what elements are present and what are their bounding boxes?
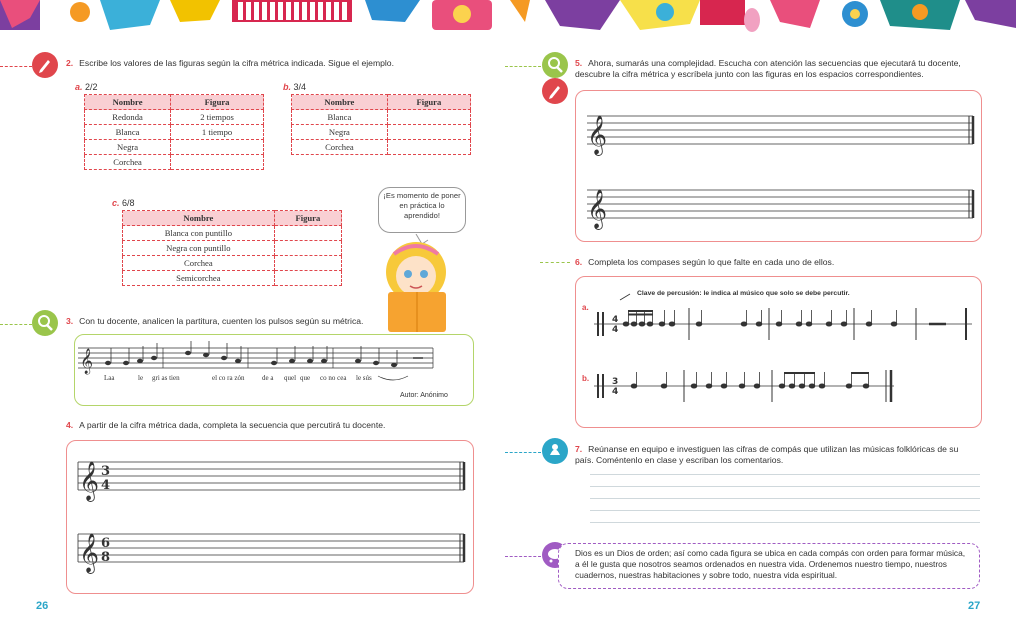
answer-line[interactable] bbox=[590, 510, 980, 511]
lyrics: Laa le gri as tien el co ra zón de a quel que co no cea le sús bbox=[104, 374, 372, 382]
table-row: Blanca 1 tiempo bbox=[85, 125, 264, 140]
table-row: Semicorchea bbox=[123, 271, 342, 286]
svg-text:𝄞: 𝄞 bbox=[587, 189, 608, 229]
table-row: Blanca bbox=[292, 110, 471, 125]
page-number-left: 26 bbox=[36, 600, 49, 612]
svg-text:𝄞: 𝄞 bbox=[79, 461, 100, 501]
percussion-clef-note: Clave de percusión: le indica al músico que solo se debe percutir. bbox=[637, 290, 850, 297]
table-row: Corchea bbox=[292, 140, 471, 155]
label-b: b. 3/4 bbox=[283, 82, 307, 92]
meter-bottom: 4 bbox=[101, 478, 111, 493]
table-row: Corchea bbox=[85, 155, 264, 170]
question-2 bbox=[66, 58, 446, 69]
team-icon bbox=[542, 438, 568, 464]
label-a: a. 2/2 bbox=[75, 82, 98, 92]
table-row: Negra con puntillo bbox=[123, 241, 342, 256]
question-3: 3. Con tu docente, analicen la partitura, cuenten los pulsos según su métrica. bbox=[66, 316, 364, 326]
row-b-label: b. bbox=[582, 374, 590, 383]
svg-text:𝄞: 𝄞 bbox=[587, 115, 608, 155]
meter-bottom: 8 bbox=[101, 550, 111, 565]
svg-text:𝄞: 𝄞 bbox=[79, 533, 100, 573]
label-c: c. 6/8 bbox=[112, 198, 135, 208]
meter-top: 3 bbox=[101, 464, 111, 479]
answer-line[interactable] bbox=[590, 474, 980, 475]
svg-text:𝄞: 𝄞 bbox=[80, 349, 94, 374]
svg-text:4: 4 bbox=[612, 315, 619, 325]
table-a: Nombre Figura Redonda 2 tiempos Blanca 1 tiempo Negra Corchea bbox=[84, 94, 264, 170]
blank-staves-q5 bbox=[585, 98, 975, 233]
answer-line[interactable] bbox=[590, 498, 980, 499]
table-row: Blanca con puntillo bbox=[123, 226, 342, 241]
speech-bubble: ¡Es momento de poner en práctica lo aprendido! bbox=[378, 187, 466, 233]
magnifier-icon bbox=[542, 52, 568, 78]
question-number: 2. bbox=[66, 58, 74, 68]
question-7: 7. Reúnanse en equipo e investiguen las cifras de compás que utilizan las músicas folklóricas de su país. Coméntenlo en clase y escriban los comentarios. bbox=[575, 444, 959, 465]
percussion-rhythms bbox=[594, 286, 974, 416]
page-number-right: 27 bbox=[968, 600, 981, 612]
pencil-icon bbox=[542, 78, 568, 104]
table-row: Corchea bbox=[123, 256, 342, 271]
row-a-label: a. bbox=[582, 303, 589, 312]
reflection-text: Dios es un Dios de orden; así como cada figura se ubica en cada compás con orden para formar música, a él le gusta que nosotros seamos ordenados en nuestra vida. Ordenemos nuestro tiempo, nuestros cuadernos, nuestras habitaciones y sobre todo, nuestra vida espiritual. bbox=[575, 548, 966, 580]
question-5: 5. Ahora, sumarás una complejidad. Escucha con atención las secuencias que ejecutará tu docente, descubre la cifra métrica y escríbela junto con las figuras en los espacios correspondientes. bbox=[575, 58, 961, 79]
score-author: Autor: Anónimo bbox=[400, 392, 448, 399]
meter-top: 6 bbox=[101, 536, 111, 551]
answer-line[interactable] bbox=[590, 522, 980, 523]
table-row: Negra bbox=[292, 125, 471, 140]
magnifier-icon bbox=[32, 310, 58, 336]
decorative-banner bbox=[0, 0, 1016, 38]
table-c: Nombre Figura Blanca con puntillo Negra con puntillo Corchea Semicorchea bbox=[122, 210, 342, 286]
question-text: Escribe los valores de las figuras según la cifra métrica indicada. Sigue el ejemplo. bbox=[79, 58, 394, 68]
question-6: 6. Completa los compases según lo que falte en cada uno de ellos. bbox=[575, 257, 835, 267]
table-row: Redonda 2 tiempos bbox=[85, 110, 264, 125]
pencil-icon bbox=[32, 52, 58, 78]
table-row: Negra bbox=[85, 140, 264, 155]
svg-text:3: 3 bbox=[612, 377, 619, 387]
answer-line[interactable] bbox=[590, 486, 980, 487]
svg-text:4: 4 bbox=[612, 325, 619, 335]
question-4: 4. A partir de la cifra métrica dada, completa la secuencia que percutirá tu docente. bbox=[66, 420, 386, 430]
reflection-box bbox=[558, 543, 980, 589]
blank-staves-q4 bbox=[74, 450, 469, 580]
table-b: Nombre Figura Blanca Negra Corchea bbox=[291, 94, 471, 155]
svg-text:4: 4 bbox=[612, 387, 619, 397]
